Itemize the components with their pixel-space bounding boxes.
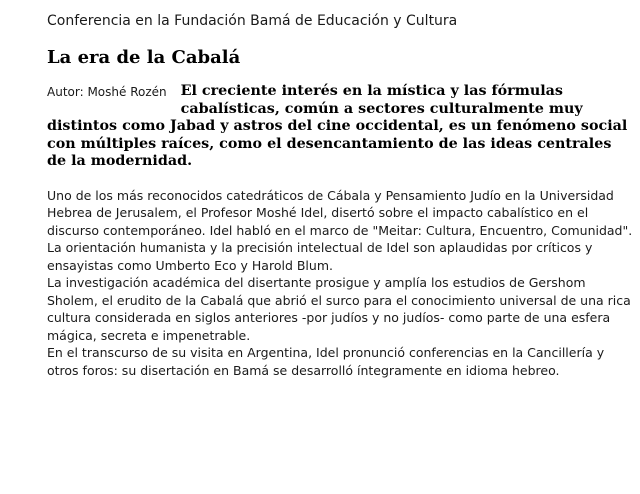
article-page — [47, 12, 635, 379]
article-lead: El creciente interés en la mística y las fórmulas cabalísticas, común a sectores culturalmente muy distintos como Jabad y astros del cine occidental, es un fenómeno social con múltiples raíces, como el desencantamiento de las ideas centrales de la modernidad. — [47, 83, 628, 170]
body-paragraph: La orientación humanista y la precisión intelectual de Idel son aplaudidas por críticos y ensayistas como Umberto Eco y Harold Blum. — [47, 240, 593, 273]
body-paragraph: Uno de los más reconocidos catedráticos de Cábala y Pensamiento Judío en la Universidad Hebrea de Jerusalem, el Profesor Moshé Idel, disertó sobre el impacto cabalístico en el discurso contemporáneo. Idel habló en el marco de "Meitar: Cultura, Encuentro, Comunidad". — [47, 187, 633, 238]
event-kicker: Conferencia en la Fundación Bamá de Educación y Cultura — [47, 13, 458, 29]
author-byline: Autor: Moshé Rozén — [47, 85, 167, 99]
body-paragraph: En el transcurso de su visita en Argentina, Idel pronunció conferencias en la Cancillería y otros foros: su disertación en Bamá se desarrolló íntegramente en idioma hebreo. — [47, 345, 605, 378]
body-paragraph: La investigación académica del disertante prosigue y amplía los estudios de Gershom Sholem, el erudito de la Cabalá que abrió el surco para el conocimiento universal de una rica cultura considerada en siglos anteriores -por judíos y no judíos- como parte de una esfera mágica, secreta e impenetrable. — [47, 275, 631, 343]
lead-section — [47, 83, 635, 171]
article-title: La era de la Cabalá — [47, 47, 241, 68]
article-body — [47, 187, 635, 380]
